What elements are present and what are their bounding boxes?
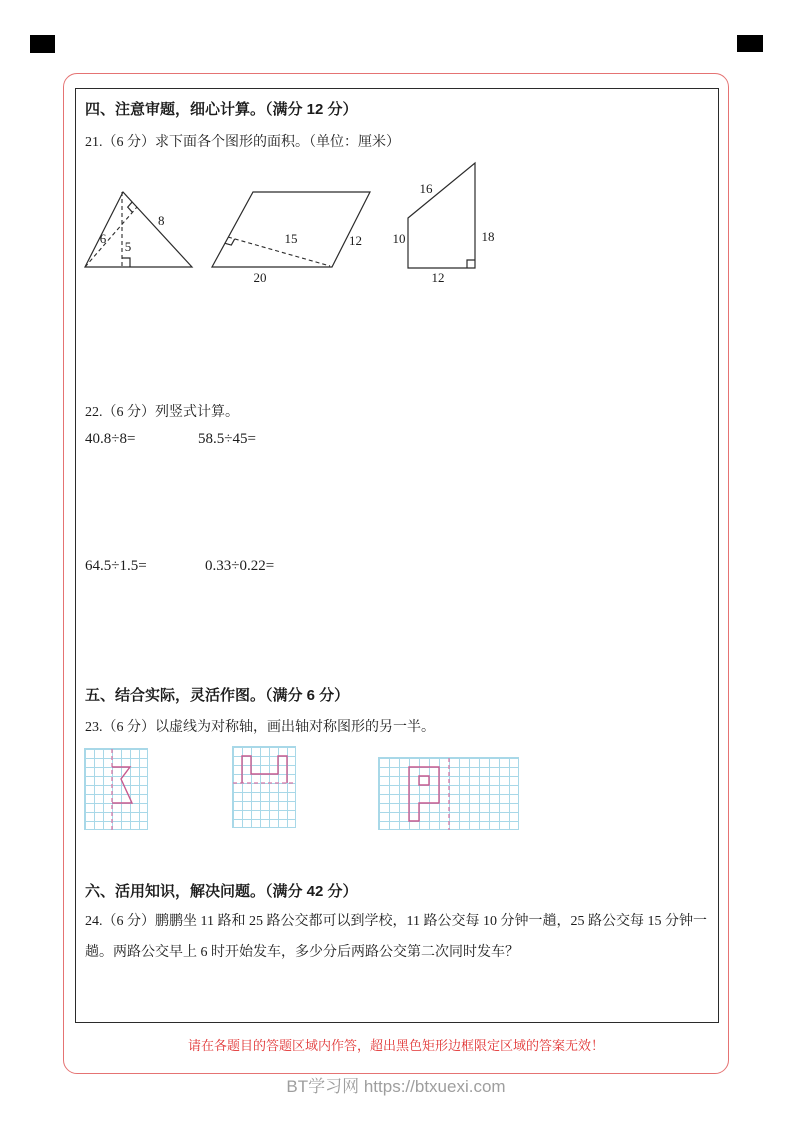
parallelogram-figure <box>212 192 370 285</box>
answer-area-notice: 请在各题目的答题区域内作答，超出黑色矩形边框限定区域的答案无效！ <box>187 1038 604 1053</box>
section5-title: 五、结合实际，灵活作图。（满分 6 分） <box>85 687 350 704</box>
triangle-height-5-label: 5 <box>124 239 132 254</box>
q21-figures <box>75 150 520 295</box>
triangle-height-6-label: 6 <box>99 231 107 246</box>
calc-0-33-div-0-22: 0.33÷0.22= <box>205 558 275 574</box>
registration-mark-left <box>30 35 55 53</box>
question-22-text: 22.（6 分）列竖式计算。 <box>85 405 239 420</box>
trapezoid-figure <box>393 163 495 285</box>
trapezoid-left-10-label: 10 <box>392 231 406 246</box>
question-21-text: 21.（6 分）求下面各个图形的面积。（单位：厘米） <box>85 135 400 150</box>
calc-58-5-div-45: 58.5÷45= <box>198 431 256 447</box>
parallelogram-height-15-label: 15 <box>284 231 298 246</box>
trapezoid-top-16-label: 16 <box>419 181 433 196</box>
calc-64-5-div-1-5: 64.5÷1.5= <box>85 558 147 574</box>
symmetry-grid-2-drawing <box>233 747 296 828</box>
parallelogram-side-12-label: 12 <box>349 233 362 248</box>
trapezoid-bottom-12-label: 12 <box>431 270 445 285</box>
half-p-shape <box>409 767 439 821</box>
triangle-side-8-label: 8 <box>158 213 165 228</box>
section4-title: 四、注意审题，细心计算。（满分 12 分） <box>85 101 358 118</box>
question-24-line1: 24.（6 分）鹏鹏坐 11 路和 25 路公交都可以到学校，11 路公交每 10 分钟一趟，25 路公交每 15 分钟一 <box>85 914 707 929</box>
parallelogram-base-20-label: 20 <box>253 270 267 285</box>
symmetry-grid-3 <box>378 757 519 830</box>
symmetry-grid-3-drawing <box>379 758 519 830</box>
question-24-line2: 趟。两路公交早上 6 时开始发车，多少分后两路公交第二次同时发车？ <box>85 945 519 960</box>
calc-40-8-div-8: 40.8÷8= <box>85 431 136 447</box>
symmetry-grid-1 <box>84 748 148 830</box>
section6-title: 六、活用知识，解决问题。（满分 42 分） <box>85 883 358 900</box>
trapezoid-right-18-label: 18 <box>481 229 495 244</box>
half-p-shape-hole <box>419 776 429 785</box>
site-watermark: BT学习网 https://btxuexi.com <box>286 1077 506 1096</box>
symmetry-grid-1-drawing <box>85 749 148 830</box>
symmetry-grid-2 <box>232 746 296 828</box>
triangle-figure <box>85 192 192 267</box>
half-arrow-shape <box>112 767 132 803</box>
half-castle-shape <box>242 756 287 783</box>
registration-mark-right <box>737 35 763 52</box>
question-23-text: 23.（6 分）以虚线为对称轴，画出轴对称图形的另一半。 <box>85 720 435 735</box>
